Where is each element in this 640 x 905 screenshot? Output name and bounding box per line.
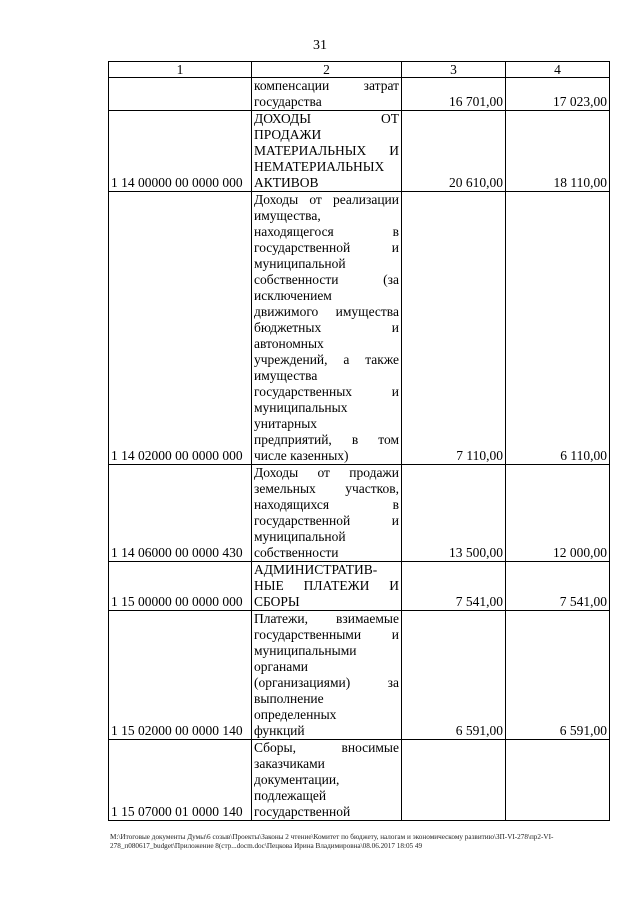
description-line: унитарных xyxy=(254,416,318,431)
amount-col-3: 16 701,00 xyxy=(402,78,506,111)
description-line: предприятий, в том xyxy=(254,432,399,447)
description-line: (организациями) за xyxy=(254,675,399,690)
amount-col-4: 7 541,00 xyxy=(506,562,610,611)
amount-col-4: 12 000,00 xyxy=(506,465,610,562)
amount-col-3: 13 500,00 xyxy=(402,465,506,562)
description-line: функций xyxy=(254,723,305,738)
description-line: НЫЕ ПЛАТЕЖИ И xyxy=(254,578,399,593)
table-header-row xyxy=(109,62,610,78)
row-description xyxy=(252,111,402,192)
description-line: государственной xyxy=(254,804,351,819)
budget-table xyxy=(108,61,610,821)
description-line: Сборы, вносимые xyxy=(254,740,399,755)
amount-col-4: 17 023,00 xyxy=(506,78,610,111)
description-line: государства xyxy=(254,94,322,109)
description-line: НЕМАТЕРИАЛЬНЫХ xyxy=(254,159,385,174)
description-line: исключением xyxy=(254,288,332,303)
description-line: государственных и xyxy=(254,384,399,399)
description-line: государственной и xyxy=(254,513,399,528)
description-line: выполнение xyxy=(254,691,324,706)
amount-col-3 xyxy=(402,740,506,821)
amount-col-3: 6 591,00 xyxy=(402,611,506,740)
table-row xyxy=(109,78,610,111)
description-line: движимого имущества xyxy=(254,304,399,319)
description-line: государственной и xyxy=(254,240,399,255)
description-line: Доходы от продажи xyxy=(254,465,399,480)
table-row xyxy=(109,562,610,611)
amount-col-4: 6 591,00 xyxy=(506,611,610,740)
description-line: числе казенных) xyxy=(254,448,349,463)
description-line: компенсации затрат xyxy=(254,78,399,93)
description-line: ПРОДАЖИ xyxy=(254,127,322,142)
table-row xyxy=(109,611,610,740)
row-description xyxy=(252,740,402,821)
description-line: МАТЕРИАЛЬНЫХ И xyxy=(254,143,399,158)
description-line: определенных xyxy=(254,707,337,722)
description-line: муниципальной xyxy=(254,256,346,271)
amount-col-3: 7 110,00 xyxy=(402,192,506,465)
description-line: находящегося в xyxy=(254,224,399,239)
table-row xyxy=(109,192,610,465)
description-line: заказчиками xyxy=(254,756,325,771)
column-header: 1 xyxy=(109,62,252,78)
amount-col-3: 20 610,00 xyxy=(402,111,506,192)
page-number: 31 xyxy=(313,38,327,53)
description-line: имущества xyxy=(254,368,318,383)
description-line: государственными и xyxy=(254,627,399,642)
description-line: учреждений, а также xyxy=(254,352,399,367)
row-description xyxy=(252,562,402,611)
description-line: имущества, xyxy=(254,208,321,223)
table-row xyxy=(109,740,610,821)
row-description xyxy=(252,465,402,562)
row-description xyxy=(252,78,402,111)
row-code: 1 14 02000 00 0000 000 xyxy=(109,192,252,465)
description-line: органами xyxy=(254,659,309,674)
row-code: 1 15 07000 01 0000 140 xyxy=(109,740,252,821)
description-line: автономных xyxy=(254,336,324,351)
row-code: 1 15 00000 00 0000 000 xyxy=(109,562,252,611)
column-header: 3 xyxy=(402,62,506,78)
description-line: документации, xyxy=(254,772,340,787)
column-header: 4 xyxy=(506,62,610,78)
description-line: ДОХОДЫ ОТ xyxy=(254,111,399,126)
description-line: СБОРЫ xyxy=(254,594,300,609)
document-path-footer: М:\Итоговые документы Думы\6 созыв\Проекты\Законы 2 чтение\Комитет по бюджету, налогам и экономическому развитию\ЗП-VI-278\пр2-VI-278_п080617_budget\Приложение 8(стр...docm.doc\Пецкова Ирина Владимировна\08.06.2017 18:05 49 xyxy=(110,833,554,850)
amount-col-4: 18 110,00 xyxy=(506,111,610,192)
description-line: АКТИВОВ xyxy=(254,175,319,190)
row-code: 1 14 06000 00 0000 430 xyxy=(109,465,252,562)
description-line: земельных участков, xyxy=(254,481,399,496)
description-line: находящихся в xyxy=(254,497,399,512)
description-line: Платежи, взимаемые xyxy=(254,611,399,626)
description-line: собственности (за xyxy=(254,272,399,287)
table-row xyxy=(109,111,610,192)
description-line: АДМИНИСТРАТИВ- xyxy=(254,562,378,577)
description-line: собственности xyxy=(254,545,339,560)
row-code: 1 14 00000 00 0000 000 xyxy=(109,111,252,192)
table-row xyxy=(109,465,610,562)
row-description xyxy=(252,611,402,740)
description-line: подлежащей xyxy=(254,788,327,803)
description-line: муниципальными xyxy=(254,643,357,658)
description-line: бюджетных и xyxy=(254,320,399,335)
description-line: муниципальной xyxy=(254,529,346,544)
description-line: Доходы от реализации xyxy=(254,192,399,207)
amount-col-4 xyxy=(506,740,610,821)
row-description xyxy=(252,192,402,465)
description-line: муниципальных xyxy=(254,400,348,415)
column-header: 2 xyxy=(252,62,402,78)
row-code xyxy=(109,78,252,111)
amount-col-4: 6 110,00 xyxy=(506,192,610,465)
row-code: 1 15 02000 00 0000 140 xyxy=(109,611,252,740)
amount-col-3: 7 541,00 xyxy=(402,562,506,611)
